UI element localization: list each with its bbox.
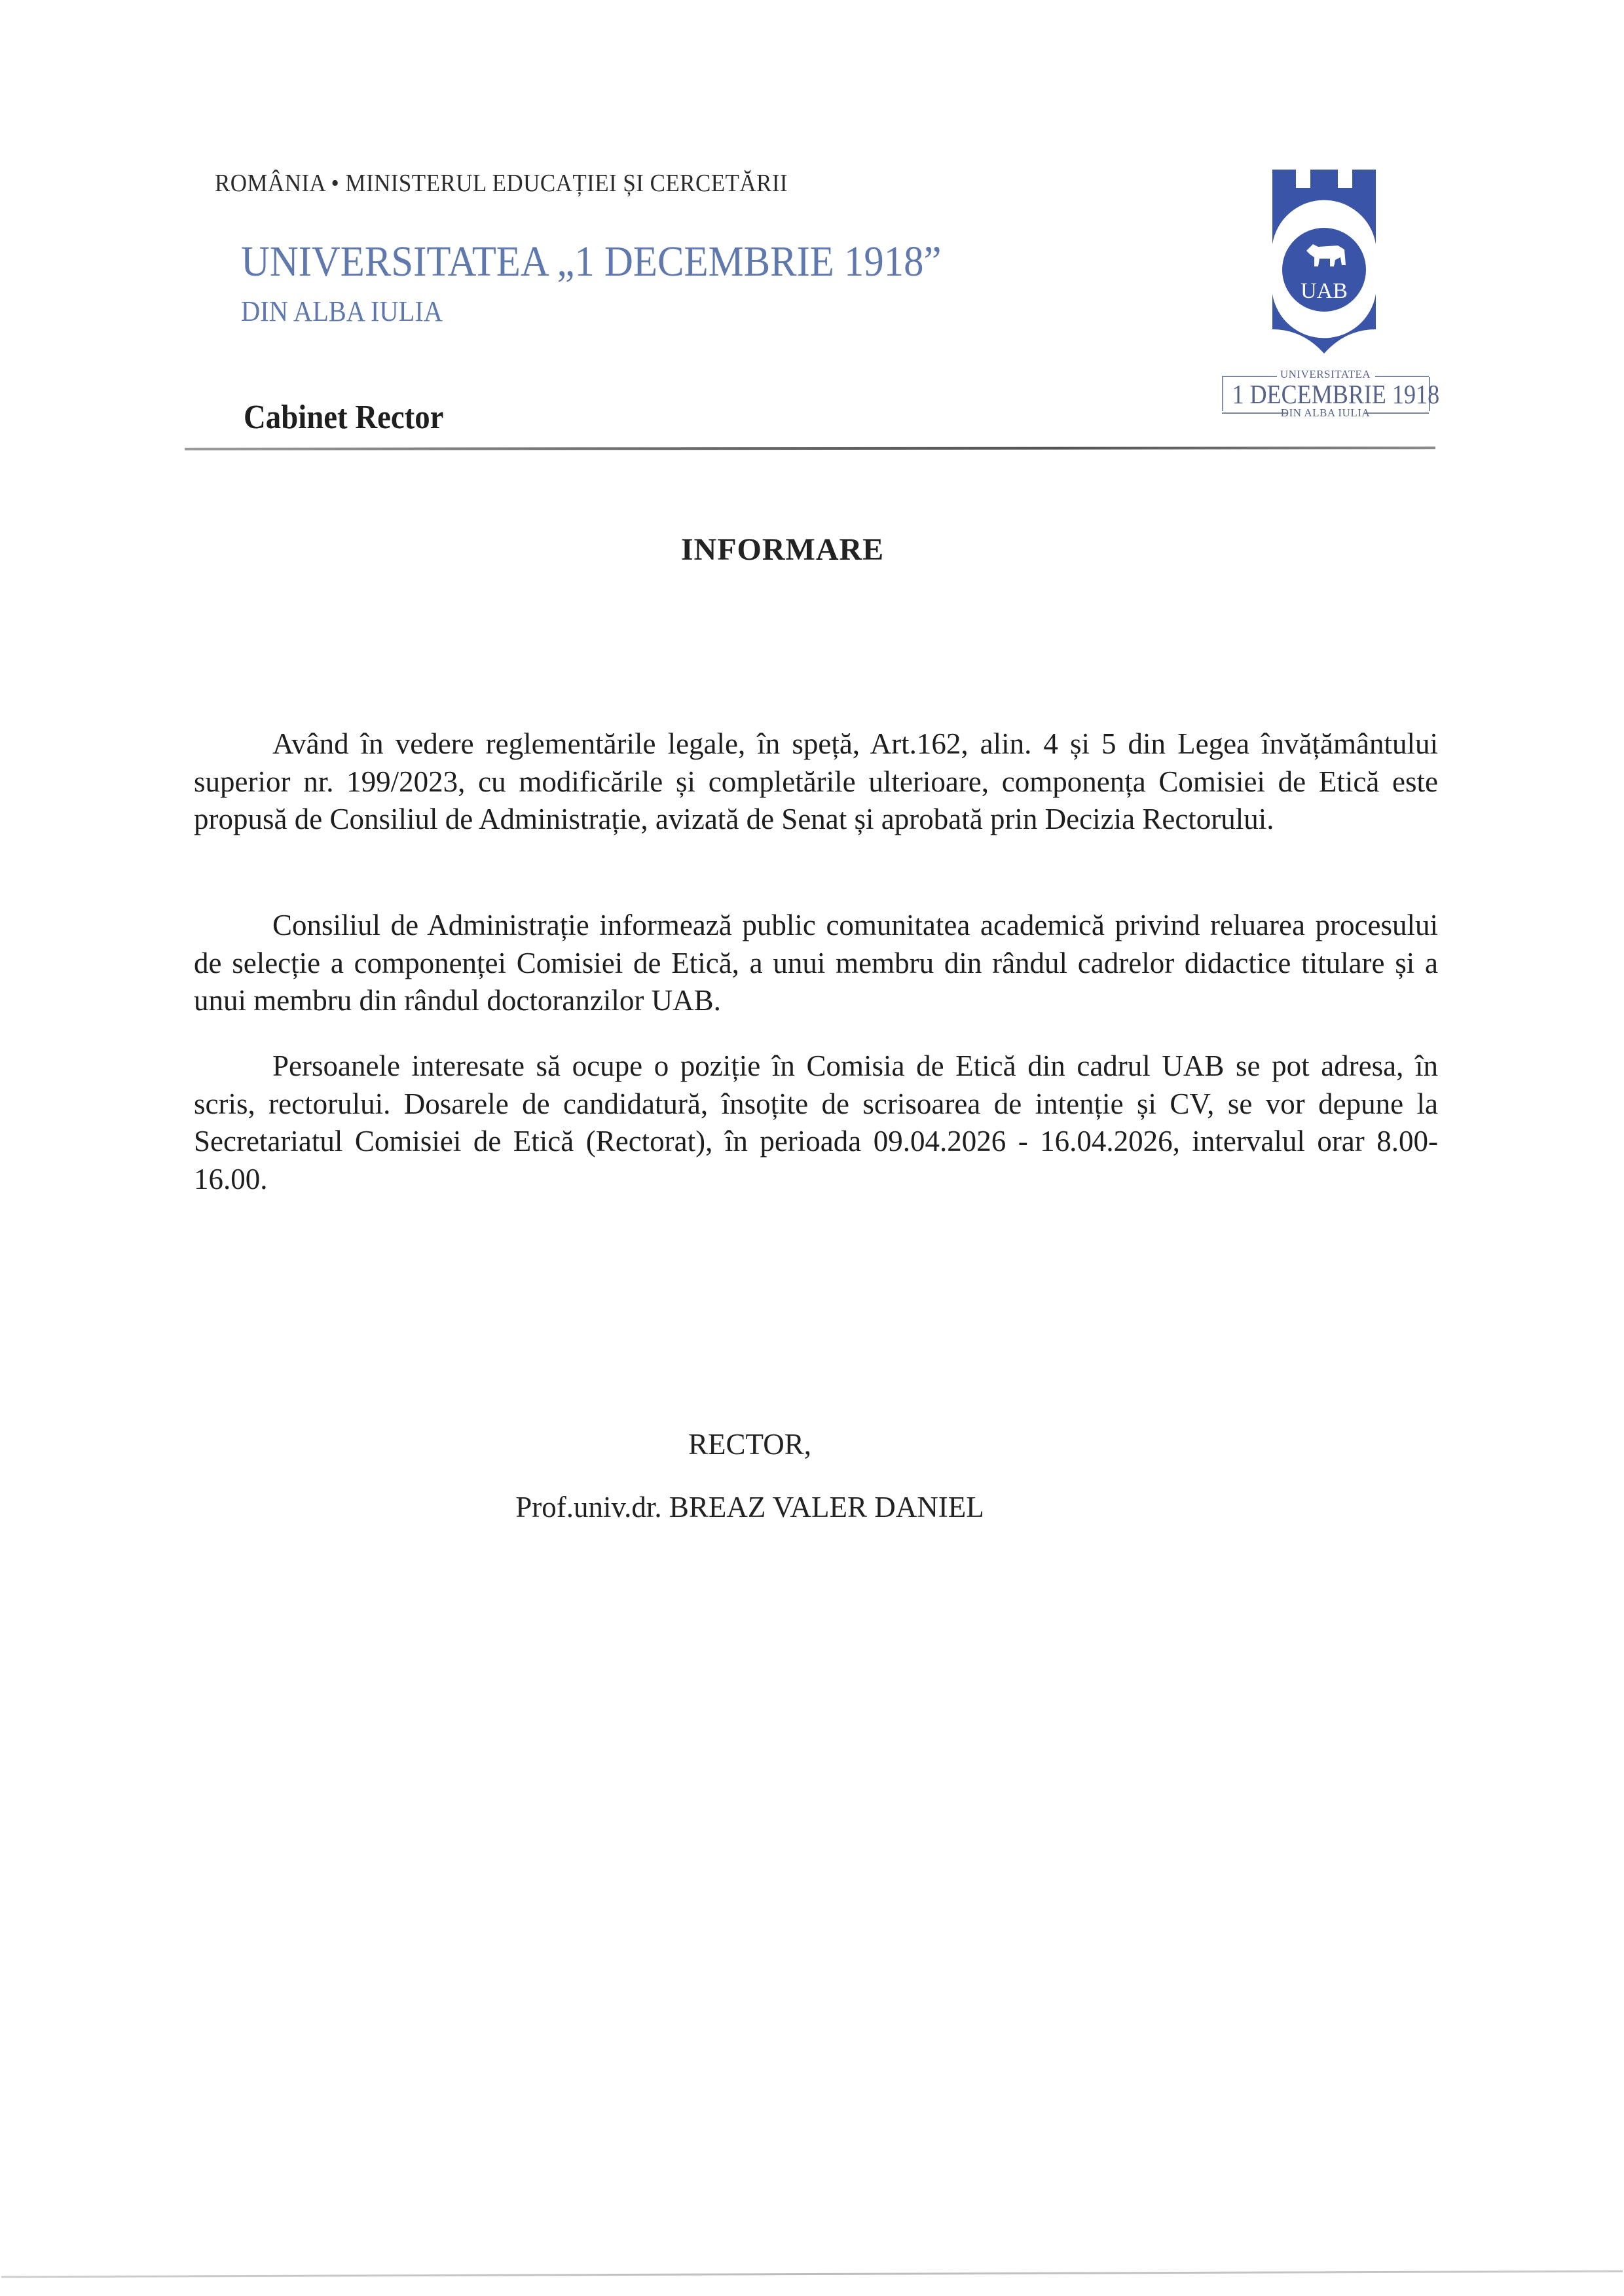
paragraph-text: Consiliul de Administrație informează public comunitatea academică privind reluarea procesului de selecție a componenței Comisiei de Etică, a unui membru din rândul cadrelor didactice titulare și a unui membru din rândul doctoranzilor UAB.	[194, 909, 1438, 1017]
department-title: Cabinet Rector	[244, 399, 444, 436]
ministry-header: ROMÂNIA • MINISTERUL EDUCAȚIEI ȘI CERCETĂRII	[215, 170, 788, 197]
stamp-line-3: DIN ALBA IULIA	[1280, 407, 1371, 419]
stamp-line-1: UNIVERSITATEA	[1280, 368, 1371, 380]
logo-text: UAB	[1301, 279, 1348, 303]
castle-wolf-crest-icon	[1267, 167, 1382, 357]
footer-divider	[1, 2270, 1623, 2278]
university-name: UNIVERSITATEA „1 DECEMBRIE 1918”	[241, 238, 942, 285]
document-title: INFORMARE	[680, 532, 885, 567]
university-logo	[1267, 167, 1382, 357]
signature-name: Prof.univ.dr. BREAZ VALER DANIEL	[515, 1491, 984, 1523]
header-divider	[185, 446, 1435, 450]
paragraph-text: Persoanele interesate să ocupe o poziție în Comisia de Etică din cadrul UAB se pot adresa, în scris, rectorului. Dosarele de candidatură, însoțite de scrisoarea de intenție și CV, se vor depune la Secretariatul Comisiei de Etică (Rectorat), în perioada 09.04.2026 - 16.04.2026, intervalul orar 8.00-16.00.	[194, 1049, 1438, 1195]
stamp-line-2: 1 DECEMBRIE 1918	[1232, 379, 1440, 409]
paragraph-1	[194, 725, 1438, 839]
paragraph-2	[194, 907, 1438, 1020]
university-stamp	[1219, 368, 1440, 420]
paragraph-3	[194, 1048, 1438, 1198]
university-city: DIN ALBA IULIA	[241, 295, 443, 327]
paragraph-text: Având în vedere reglementările legale, în speță, Art.162, alin. 4 și 5 din Legea învățământului superior nr. 199/2023, cu modificările și completările ulterioare, componența Comisiei de Etică este propusă de Consiliul de Administrație, avizată de Senat și aprobată prin Decizia Rectorului.	[194, 727, 1438, 835]
signature-role: RECTOR,	[688, 1428, 811, 1461]
